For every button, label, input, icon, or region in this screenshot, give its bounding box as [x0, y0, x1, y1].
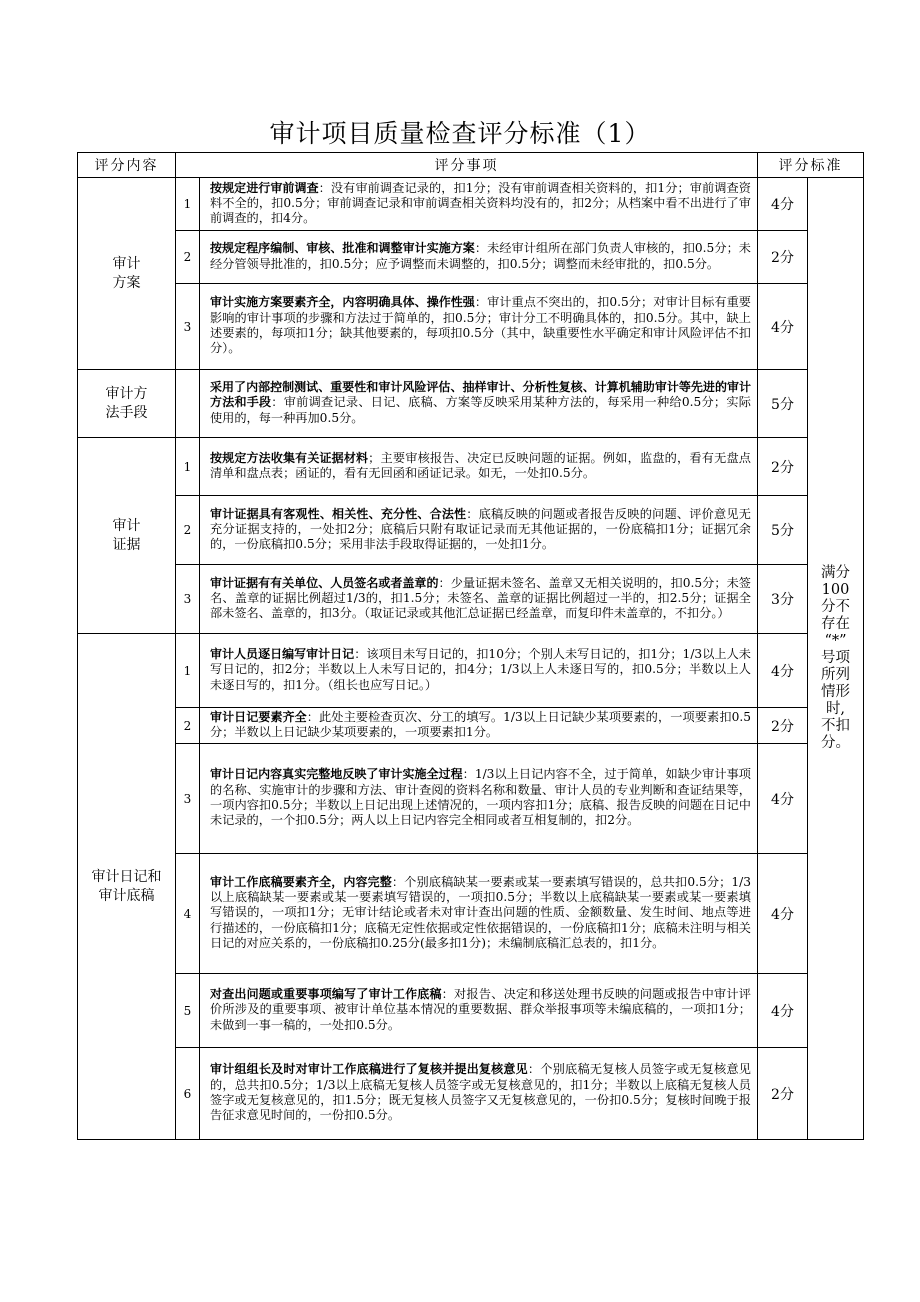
full-score-note	[808, 178, 864, 1140]
note-line: 分。	[821, 735, 850, 751]
table-row	[78, 438, 864, 496]
item-text	[200, 708, 758, 744]
note-line: 号项	[821, 650, 850, 666]
item-score: 4分	[758, 284, 808, 370]
item-text	[200, 854, 758, 974]
item-score: 5分	[758, 370, 808, 438]
table-row	[78, 708, 864, 744]
item-detail: ：审计重点不突出的，扣0.5分；对审计目标有重要影响的审计事项的步骤和方法过于简单的，扣0.5分；审计分工不明确具体的，扣0.5分。其中，缺上述要素的，每项扣1分；缺其他要素的，每项扣0.5分（其中，缺重要性水平确定和审计风险评估不扣分）。	[210, 295, 751, 356]
item-score: 2分	[758, 1048, 808, 1140]
item-score: 3分	[758, 565, 808, 634]
note-line: 100	[821, 582, 850, 598]
header-standard: 评分标准	[758, 153, 864, 178]
category-label: 方案	[112, 274, 141, 291]
header-items: 评分事项	[176, 153, 758, 178]
item-title: 审计日记内容真实完整地反映了审计实施全过程	[210, 767, 463, 782]
item-text	[200, 284, 758, 370]
item-title: 审计工作底稿要素齐全，内容完整	[210, 874, 392, 889]
item-detail: ：未经审计组所在部门负责人审核的，扣0.5分；未经分管领导批准的，扣0.5分；应予调整而未调整的，扣0.5分；调整而未经审批的，扣0.5分。	[210, 241, 751, 271]
item-title: 按规定进行审前调查	[210, 180, 319, 195]
item-detail: ：个别底稿无复核人员签字或无复核意见的，总共扣0.5分；1/3以上底稿无复核人员签字或无复核意见的，扣1分；半数以上底稿无复核人员签字或无复核意见的，扣1.5分；既无复核人员签字又无复核意见的，一份扣0.5分；复核时间晚于报告征求意见时间的，一份扣0.5分。	[210, 1062, 751, 1123]
category-audit-diary-workpapers	[78, 634, 176, 1140]
item-text	[200, 496, 758, 565]
item-score: 4分	[758, 178, 808, 231]
item-detail: ：审前调查记录、日记、底稿、方案等反映采用某种方法的，每采用一种给0.5分；实际使用的，每一种再加0.5分。	[210, 395, 751, 425]
item-score: 4分	[758, 744, 808, 854]
item-title: 审计人员逐日编写审计日记	[210, 647, 355, 662]
item-text	[200, 231, 758, 284]
category-audit-evidence	[78, 438, 176, 634]
table-row	[78, 1048, 864, 1140]
table-row	[78, 178, 864, 231]
item-number: 3	[176, 565, 200, 634]
item-detail: ：没有审前调查记录的，扣1分；没有审前调查相关资料的，扣1分；审前调查资料不全的，扣0.5分；审前调查记录和审前调查相关资料均没有的，扣2分；从档案中看不出进行了审前调查的，扣4分。	[210, 180, 751, 226]
category-label: 审计底稿	[98, 887, 155, 904]
note-line: 时,	[825, 701, 846, 717]
item-text	[200, 1048, 758, 1140]
table-header-row	[78, 153, 864, 178]
item-number: 2	[176, 496, 200, 565]
category-label: 证据	[112, 536, 141, 553]
item-number: 5	[176, 974, 200, 1048]
item-detail: ；主要审核报告、决定已反映问题的证据。例如，监盘的，看有无盘点清单和盘点表；函证的，看有无回函和函证记录。如无，一处扣0.5分。	[210, 450, 751, 480]
item-number: 2	[176, 231, 200, 284]
item-score: 2分	[758, 708, 808, 744]
category-label: 审计日记和	[91, 868, 162, 885]
scoring-table	[77, 152, 864, 1140]
note-line: 分不	[821, 599, 850, 615]
item-number: 2	[176, 708, 200, 744]
item-title: 审计证据有有关单位、人员签名或者盖章的	[210, 575, 439, 590]
item-title: 审计实施方案要素齐全，内容明确具体、操作性强	[210, 295, 475, 310]
item-title: 按规定程序编制、审核、批准和调整审计实施方案	[210, 241, 475, 256]
item-detail: ：底稿反映的问题或者报告反映的问题、评价意见无充分证据支持的，一处扣2分；底稿后只附有取证记录而无其他证据的，一份底稿扣1分；证据冗余的，一份底稿扣0.5分；采用非法手段取得证据的，一处扣1分。	[210, 506, 751, 552]
item-detail: ：该项目未写日记的，扣10分；个别人未写日记的，扣1分；1/3以上人未写日记的，扣2分；半数以上人未写日记的，扣4分；1/3以上人未逐日写的，扣0.5分；半数以上人未逐日写的，扣1分。（组长也应写日记。）	[210, 647, 751, 692]
item-number: 1	[176, 634, 200, 708]
item-text	[200, 744, 758, 854]
note-line: 满分	[821, 565, 850, 581]
item-number	[176, 370, 200, 438]
table-row	[78, 744, 864, 854]
item-title: 对查出问题或重要事项编写了审计工作底稿	[210, 987, 442, 1002]
item-detail: ：个别底稿缺某一要素或某一要素填写错误的，总共扣0.5分；1/3以上底稿缺某一要素或某一要素填写错误的，一项扣0.5分；半数以上底稿缺某一要素或某一要素填写错误的，一项扣1分；无审计结论或者未对审计查出问题的性质、金额数量、发生时间、地点等进行描述的，一份底稿扣1分；底稿无定性依据或定性依据错误的，一份底稿扣1分；底稿未注明与相关日记的对应关系的，一份底稿扣0.25分(最多扣1分)；未编制底稿汇总表的，扣1分。	[210, 874, 751, 950]
category-audit-plan	[78, 178, 176, 370]
item-detail: ：1/3以上日记内容不全，过于简单，如缺少审计事项的名称、实施审计的步骤和方法、审计查阅的资料名称和数量、审计人员的专业判断和查证结果等，一项内容扣0.5分；半数以上日记出现上述情况的，一项内容扣1分；底稿、报告反映的问题在日记中未记录的，一个扣0.5分；两人以上日记内容完全相同或者互相复制的，扣2分。	[210, 767, 751, 828]
note-line: “*”	[824, 633, 847, 649]
item-title: 审计日记要素齐全	[210, 709, 307, 724]
item-text	[200, 974, 758, 1048]
note-line: 所列	[821, 667, 850, 683]
category-audit-method	[78, 370, 176, 438]
item-title: 审计证据具有客观性、相关性、充分性、合法性	[210, 506, 467, 521]
item-number: 6	[176, 1048, 200, 1140]
item-score: 2分	[758, 231, 808, 284]
header-category: 评分内容	[78, 153, 176, 178]
item-title: 按规定方法收集有关证据材料	[210, 450, 369, 465]
item-score: 4分	[758, 854, 808, 974]
page-title: 审计项目质量检查评分标准（1）	[269, 119, 651, 148]
table-row	[78, 231, 864, 284]
note-line: 存在	[821, 616, 850, 632]
item-text	[200, 370, 758, 438]
table-row	[78, 565, 864, 634]
item-text	[200, 634, 758, 708]
item-number: 3	[176, 284, 200, 370]
table-row	[78, 284, 864, 370]
item-number: 1	[176, 438, 200, 496]
item-title: 采用了内部控制测试、重要性和审计风险评估、抽样审计、分析性复核、计算机辅助审计等先进的审计方法和手段	[210, 380, 751, 410]
table-row	[78, 854, 864, 974]
item-text	[200, 438, 758, 496]
note-line: 不扣	[821, 718, 850, 734]
item-number: 3	[176, 744, 200, 854]
item-title: 审计组组长及时对审计工作底稿进行了复核并提出复核意见	[210, 1062, 528, 1077]
item-text	[200, 178, 758, 231]
note-line: 情形	[821, 684, 850, 700]
item-detail: ：对报告、决定和移送处理书反映的问题或报告中审计评价所涉及的重要事项、被审计单位基本情况的重要数据、群众举报事项等未编底稿的，一项扣1分；未做到一事一稿的，一处扣0.5分。	[210, 987, 751, 1032]
item-text	[200, 565, 758, 634]
item-detail: ：少量证据未签名、盖章又无相关说明的，扣0.5分；未签名、盖章的证据比例超过1/3的，扣1.5分；未签名、盖章的证据比例超过一半的，扣2.5分；证据全部未签名、盖章的，扣3分。（取证记录或其他汇总证据已经盖章，而复印件未盖章的，不扣分。）	[210, 575, 751, 621]
item-number: 4	[176, 854, 200, 974]
item-number: 1	[176, 178, 200, 231]
item-score: 5分	[758, 496, 808, 565]
category-label: 审计	[112, 255, 141, 272]
item-score: 4分	[758, 974, 808, 1048]
item-score: 2分	[758, 438, 808, 496]
table-row	[78, 370, 864, 438]
table-row	[78, 634, 864, 708]
item-score: 4分	[758, 634, 808, 708]
table-row	[78, 974, 864, 1048]
item-detail: ：此处主要检查页次、分工的填写。1/3以上日记缺少某项要素的，一项要素扣0.5分；半数以上日记缺少某项要素的，一项要素扣1分。	[210, 709, 751, 739]
category-label: 审计方	[105, 385, 148, 402]
category-label: 法手段	[105, 404, 148, 421]
table-row	[78, 496, 864, 565]
category-label: 审计	[112, 517, 141, 534]
